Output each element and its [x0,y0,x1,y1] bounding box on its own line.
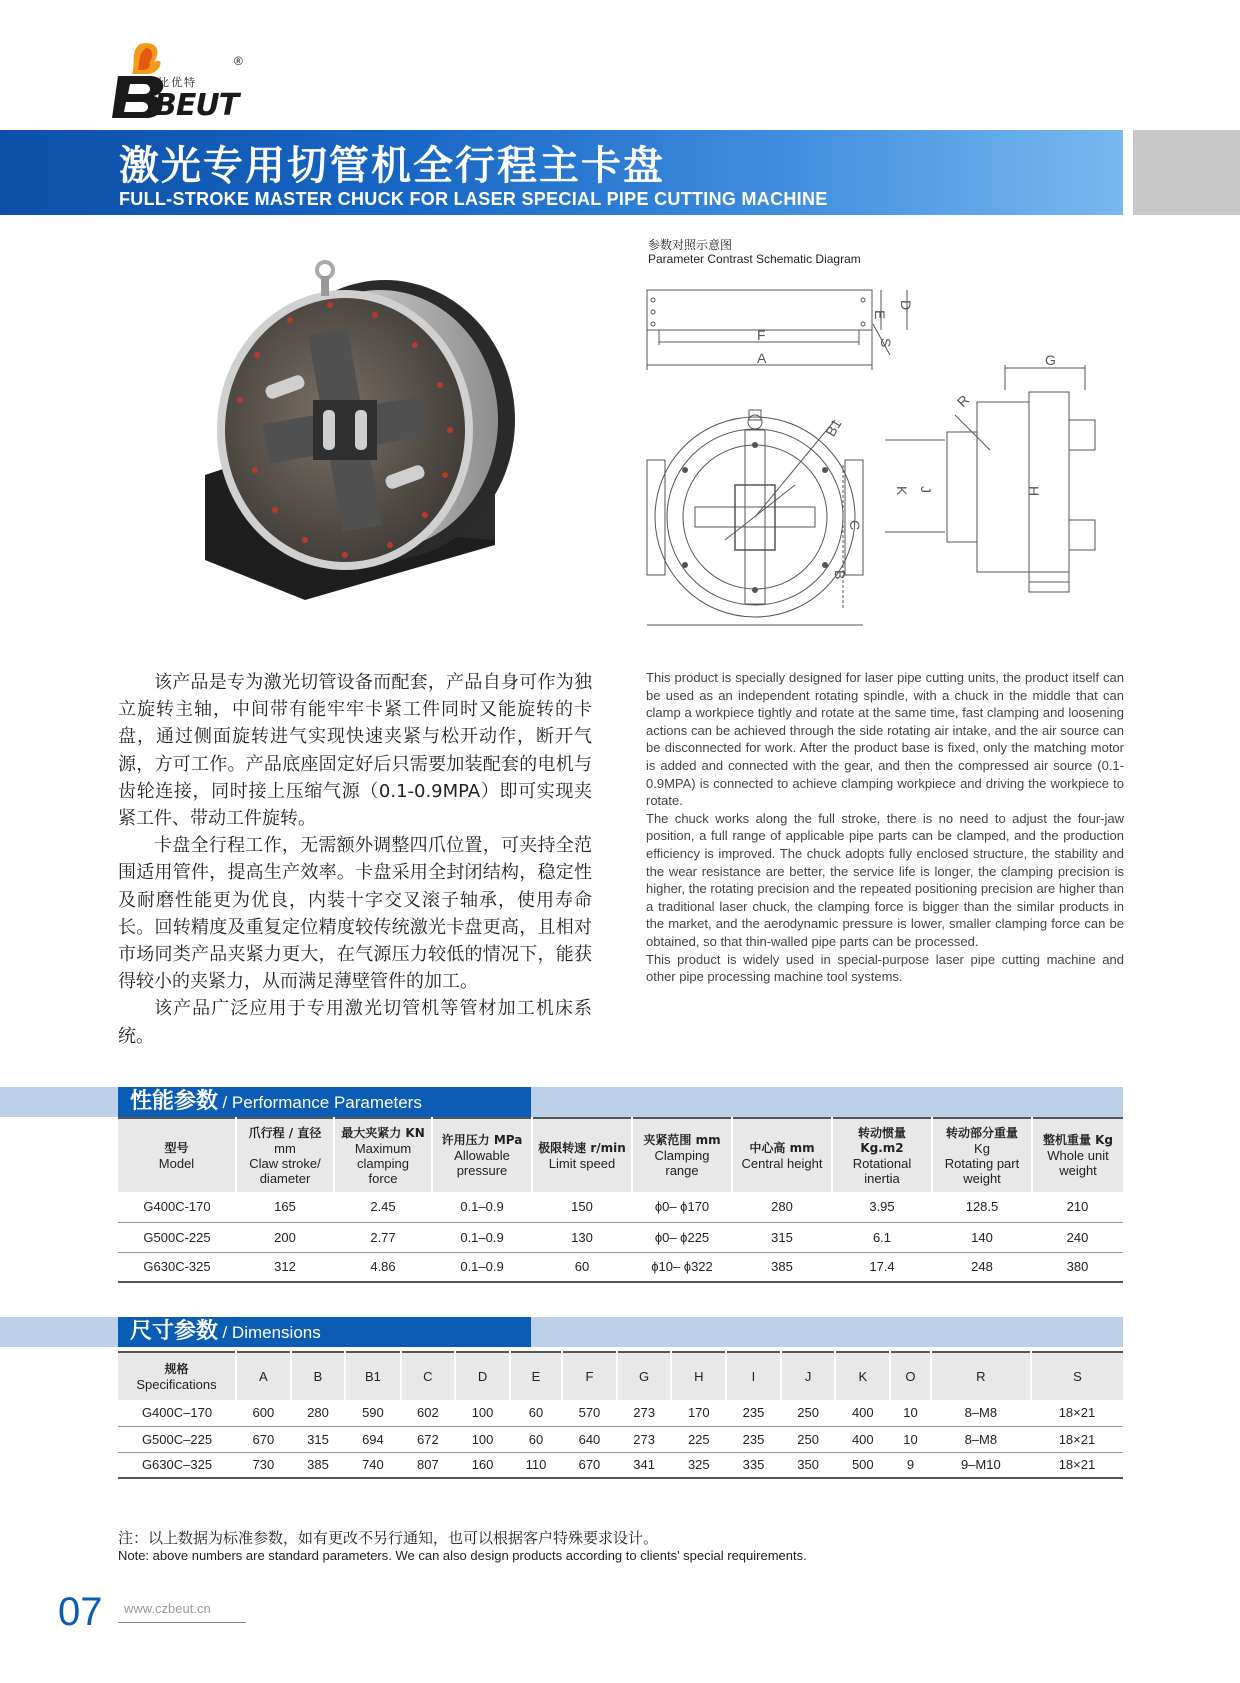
dims-col-header: B [291,1352,346,1400]
perf-col-header: 整机重量 Kg Whole unit weight [1032,1118,1123,1192]
dimensions-title-cn: 尺寸参数 [130,1319,219,1344]
dims-col-header: G [617,1352,672,1400]
table-row: G500C–225 670 315 694 672 100 60 640 273 225 235 250 400 10 8–M8 18×21 [118,1426,1123,1452]
page-title-en: FULL-STROKE MASTER CHUCK FOR LASER SPECIAL PIPE CUTTING MACHINE [119,189,828,209]
dims-col-header: I [726,1352,781,1400]
dims-col-header: O [890,1352,931,1400]
schematic-caption-cn: 参数对照示意图 [648,238,733,252]
dim-label-h: H [1026,486,1042,497]
dimensions-title-en: Dimensions [231,1323,321,1342]
description-en [646,669,1124,986]
schematic-diagram [645,280,1125,630]
table-row: G630C-325 312 4.86 0.1–0.9 60 ϕ10– ϕ322 385 17.4 248 380 [118,1252,1123,1282]
registered-mark: ® [234,54,243,68]
logo-chinese-name: 比优特 [158,77,197,89]
description-cn-paragraph: 该产品广泛应用于专用激光切管机等管材加工机床系统。 [118,998,592,1047]
chuck-render-icon [195,260,535,605]
table-row: G630C–325 730 385 740 807 160 110 670 341 325 335 350 500 9 9–M10 18×21 [118,1452,1123,1478]
logo-wordmark: BEUT [154,88,239,123]
footer-note-cn: 注：以上数据为标准参数，如有更改不另行通知，也可以根据客户特殊要求设计。 [118,1529,659,1547]
description-en-paragraph: The chuck works along the full stroke, there is no need to adjust the four-jaw position, a full range of applicable pipe parts can be clamped, and the production efficiency is improved. The chuck adopts fully enclosed structure, the stability and the wear resistance are better, the service life is longer, the clamping precision is higher, the rotating precision and the repeated positioning precision are higher than a traditional laser chuck, the clamping force is bigger than the similar products in the market, and the aerodynamic pressure is lower, smaller clamping force can be obtained, so that thin-walled pipe parts can be processed. [646,810,1124,949]
description-cn-paragraph: 卡盘全行程工作，无需额外调整四爪位置，可夹持全范围适用管件，提高生产效率。卡盘采用全封闭结构，稳定性及耐磨性能更为优良，内装十字交叉滚子轴承，使用寿命长。回转精度及重复定位精度较传统激光卡盘更高，且相对市场同类产品夹紧力更大，在气源压力较低的情况下，能获得较小的夹紧力，从而满足薄壁管件的加工。 [118,835,592,993]
perf-col-header: 型号 Model [118,1118,236,1192]
dim-label-e: E [872,310,888,320]
dim-label-r: R [953,391,973,411]
description-cn [118,669,592,1050]
dims-col-header: 规格 Specifications [118,1352,236,1400]
perf-col-header: 夹紧范围 mm Clamping range [632,1118,732,1192]
dims-col-header: J [781,1352,836,1400]
dim-label-g: G [1045,352,1056,368]
dim-label-d: D [898,300,914,311]
dims-col-header: D [455,1352,510,1400]
dims-col-header: S [1031,1352,1123,1400]
perf-col-header: 许用压力 MPa Allowable pressure [432,1118,532,1192]
dims-col-header: A [236,1352,291,1400]
dim-label-c: C [847,520,863,531]
perf-col-header: 极限转速 r/min Limit speed [532,1118,632,1192]
perf-col-header: 中心高 mm Central height [732,1118,832,1192]
dims-col-header: R [931,1352,1031,1400]
dim-label-a: A [757,350,767,366]
perf-col-header: 最大夹紧力 KN Maximum clamping force [334,1118,432,1192]
dims-col-header: H [671,1352,726,1400]
side-tab [1133,130,1240,215]
dim-label-f: F [757,327,766,343]
dim-label-s: S [878,338,894,348]
brand-logo [110,40,260,123]
table-row: G400C-170 165 2.45 0.1–0.9 150 ϕ0– ϕ170 280 3.95 128.5 210 [118,1192,1123,1222]
dimensions-header-row [118,1352,1123,1400]
footer-note-en: Note: above numbers are standard parameters. We can also design products according to clients' special requirements. [118,1548,807,1563]
perf-col-header: 转动惯量 Kg.m2 Rotational inertia [832,1118,932,1192]
description-cn-paragraph: 该产品是专为激光切管设备而配套，产品自身可作为独立旋转主轴，中间带有能牢牢卡紧工件同时又能旋转的卡盘，通过侧面旋转进气实现快速夹紧与松开动作，断开气源，方可工作。产品底座固定好后只需要加装配套的电机与齿轮连接，同时接上压缩气源（0.1-0.9MPA）即可实现夹紧工件、带动工件旋转。 [118,672,592,830]
dimensions-section-title: 尺寸参数 / Dimensions [118,1317,531,1347]
schematic-caption-en: Parameter Contrast Schematic Diagram [648,252,861,266]
description-en-paragraph: This product is specially designed for laser pipe cutting units, the product itself can be used as an independent rotating spindle, with a chuck in the middle that can clamp a workpiece tightly and rotate at the same time, fast clamping and loosening actions can be achieved through the side rotating air intake, and the air source can be disconnected for work. After the product base is fixed, only the matching motor is added and connected with the gear, and then the compressed air source (0.1-0.9MPA) is connected to achieve clamping workpiece and driving the workpiece to rotate. [646,670,1124,809]
performance-title-cn: 性能参数 [130,1089,219,1114]
perf-col-header: 转动部分重量 Kg Rotating part weight [932,1118,1032,1192]
dim-label-k: K [894,486,910,496]
top-plate [647,290,872,330]
website-url[interactable]: www.czbeut.cn [124,1601,211,1616]
product-image [195,260,535,605]
performance-title-en: Performance Parameters [231,1093,422,1112]
performance-header-row [118,1118,1123,1192]
dims-col-header: C [401,1352,456,1400]
dims-col-header: B1 [345,1352,400,1400]
table-row: G400C–170 600 280 590 602 100 60 570 273 170 235 250 400 10 8–M8 18×21 [118,1400,1123,1426]
dims-col-header: F [562,1352,617,1400]
dim-label-j: J [918,486,934,493]
url-underline [118,1622,246,1623]
dimensions-table [118,1351,1123,1479]
dims-col-header: E [510,1352,562,1400]
dim-label-b1: B1 [822,416,845,440]
performance-section-title: 性能参数 / Performance Parameters [118,1087,531,1117]
page-number: 07 [58,1590,103,1634]
perf-col-header: 爪行程 / 直径 mm Claw stroke/ diameter [236,1118,334,1192]
performance-table [118,1117,1123,1283]
page-title-cn: 激光专用切管机全行程主卡盘 [119,143,665,189]
table-row: G500C-225 200 2.77 0.1–0.9 130 ϕ0– ϕ225 315 6.1 140 240 [118,1222,1123,1252]
description-en-paragraph: This product is widely used in special-purpose laser pipe cutting machine and other pipe processing machine tool systems. [646,951,1124,985]
dim-label-b: B [832,570,848,580]
dims-col-header: K [835,1352,890,1400]
